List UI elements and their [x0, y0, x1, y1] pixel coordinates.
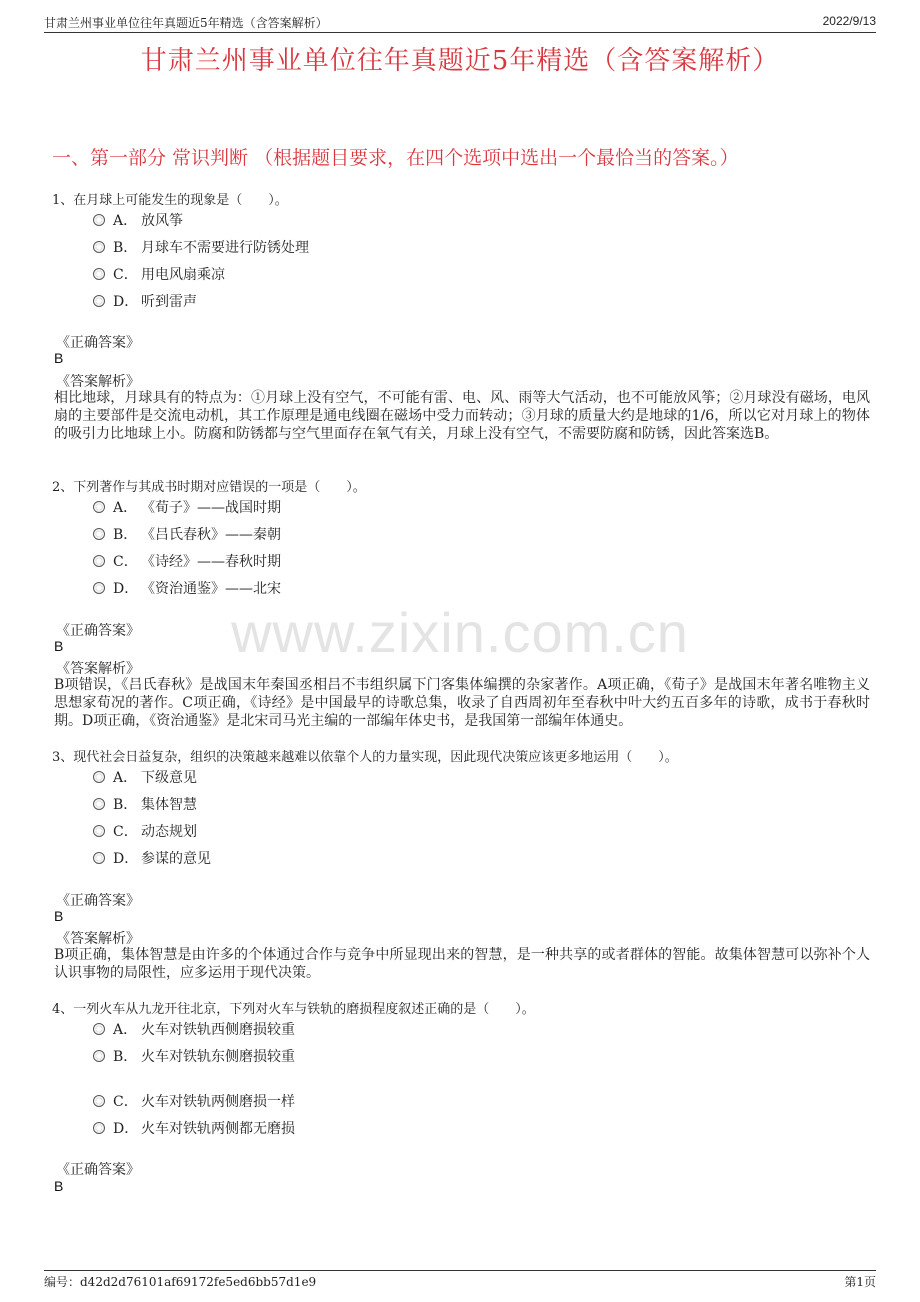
analysis-label: 《答案解析》 — [56, 661, 140, 677]
radio-icon[interactable] — [93, 214, 105, 226]
answer-label: 《正确答案》 — [56, 335, 140, 351]
option-d[interactable]: D． 参谋的意见 — [93, 848, 211, 868]
answer-label: 《正确答案》 — [56, 623, 140, 639]
option-b[interactable]: B． 月球车不需要进行防锈处理 — [93, 237, 309, 257]
option-b[interactable]: B． 火车对铁轨东侧磨损较重 — [93, 1046, 295, 1066]
section-title: 一、第一部分 常识判断 （根据题目要求，在四个选项中选出一个最恰当的答案。） — [52, 147, 739, 169]
option-d[interactable]: D． 火车对铁轨两侧都无磨损 — [93, 1118, 295, 1138]
page-header — [44, 12, 876, 33]
radio-icon[interactable] — [93, 295, 105, 307]
document-title: 甘肃兰州事业单位往年真题近5年精选（含答案解析） — [140, 46, 780, 76]
page-footer — [44, 1270, 876, 1291]
answer-label: 《正确答案》 — [56, 893, 140, 909]
analysis-text: B项错误，《吕氏春秋》是战国末年秦国丞相吕不韦组织属下门客集体编撰的杂家著作。A项正确，《荀子》是战国末年著名唯物主义思想家荀况的著作。C项正确，《诗经》是中国最早的诗歌总集，收录了自西周初年至春秋中叶大约五百多年的诗歌，成书于春秋时期。D项正确，《资治通鉴》是北宋司马光主编的一部编年体史书，是我国第一部编年体通史。 — [54, 677, 870, 729]
radio-icon[interactable] — [93, 528, 105, 540]
option-d[interactable]: D． 听到雷声 — [93, 291, 197, 311]
radio-icon[interactable] — [93, 825, 105, 837]
option-c[interactable]: C． 《诗经》——春秋时期 — [93, 551, 281, 571]
option-c[interactable]: C． 用电风扇乘凉 — [93, 264, 225, 284]
radio-icon[interactable] — [93, 501, 105, 513]
header-date: 2022/9/13 — [822, 14, 876, 28]
answer-label: 《正确答案》 — [56, 1162, 140, 1178]
answer-value: B — [54, 1178, 64, 1194]
answer-value: B — [54, 908, 64, 924]
option-a[interactable]: A． 火车对铁轨西侧磨损较重 — [93, 1019, 295, 1039]
radio-icon[interactable] — [93, 771, 105, 783]
option-c[interactable]: C． 火车对铁轨两侧磨损一样 — [93, 1091, 295, 1111]
radio-icon[interactable] — [93, 1050, 105, 1062]
option-a[interactable]: A． 下级意见 — [93, 767, 197, 787]
page-number: 第1页 — [844, 1275, 876, 1289]
question-stem: 3、现代社会日益复杂，组织的决策越来越难以依靠个人的力量实现，因此现代决策应该更多地运用（ ）。 — [52, 750, 678, 765]
watermark: www.zixin.com.cn — [231, 601, 689, 664]
document-id: 编号：d42d2d76101af69172fe5ed6bb57d1e9 — [44, 1275, 317, 1289]
radio-icon[interactable] — [93, 268, 105, 280]
question-stem: 1、在月球上可能发生的现象是（ ）。 — [52, 193, 288, 208]
radio-icon[interactable] — [93, 1122, 105, 1134]
header-title: 甘肃兰州事业单位往年真题近5年精选（含答案解析） — [44, 16, 328, 30]
answer-value: B — [54, 350, 64, 366]
analysis-text: 相比地球，月球具有的特点为：①月球上没有空气，不可能有雷、电、风、雨等大气活动，也不可能放风筝；②月球没有磁场，电风扇的主要部件是交流电动机，其工作原理是通电线圈在磁场中受力而转动；③月球的质量大约是地球的1/6，所以它对月球上的物体的吸引力比地球上小。防腐和防锈都与空气里面存在氧气有关，月球上没有空气，不需要防腐和防锈，因此答案选B。 — [54, 390, 870, 442]
radio-icon[interactable] — [93, 582, 105, 594]
option-d[interactable]: D． 《资治通鉴》——北宋 — [93, 578, 281, 598]
radio-icon[interactable] — [93, 798, 105, 810]
option-b[interactable]: B． 集体智慧 — [93, 794, 197, 814]
option-a[interactable]: A． 《荀子》——战国时期 — [93, 497, 281, 517]
option-b[interactable]: B． 《吕氏春秋》——秦朝 — [93, 524, 281, 544]
answer-value: B — [54, 638, 64, 654]
radio-icon[interactable] — [93, 241, 105, 253]
radio-icon[interactable] — [93, 1095, 105, 1107]
analysis-text: B项正确，集体智慧是由许多的个体通过合作与竞争中所显现出来的智慧，是一种共享的或者群体的智能。故集体智慧可以弥补个人认识事物的局限性，应多运用于现代决策。 — [54, 947, 870, 981]
radio-icon[interactable] — [93, 555, 105, 567]
radio-icon[interactable] — [93, 852, 105, 864]
radio-icon[interactable] — [93, 1023, 105, 1035]
analysis-label: 《答案解析》 — [56, 374, 140, 390]
option-c[interactable]: C． 动态规划 — [93, 821, 197, 841]
option-a[interactable]: A． 放风筝 — [93, 210, 183, 230]
question-stem: 2、下列著作与其成书时期对应错误的一项是（ ）。 — [52, 480, 366, 495]
question-stem: 4、一列火车从九龙开往北京，下列对火车与铁轨的磨损程度叙述正确的是（ ）。 — [52, 1002, 535, 1017]
analysis-label: 《答案解析》 — [56, 931, 140, 947]
